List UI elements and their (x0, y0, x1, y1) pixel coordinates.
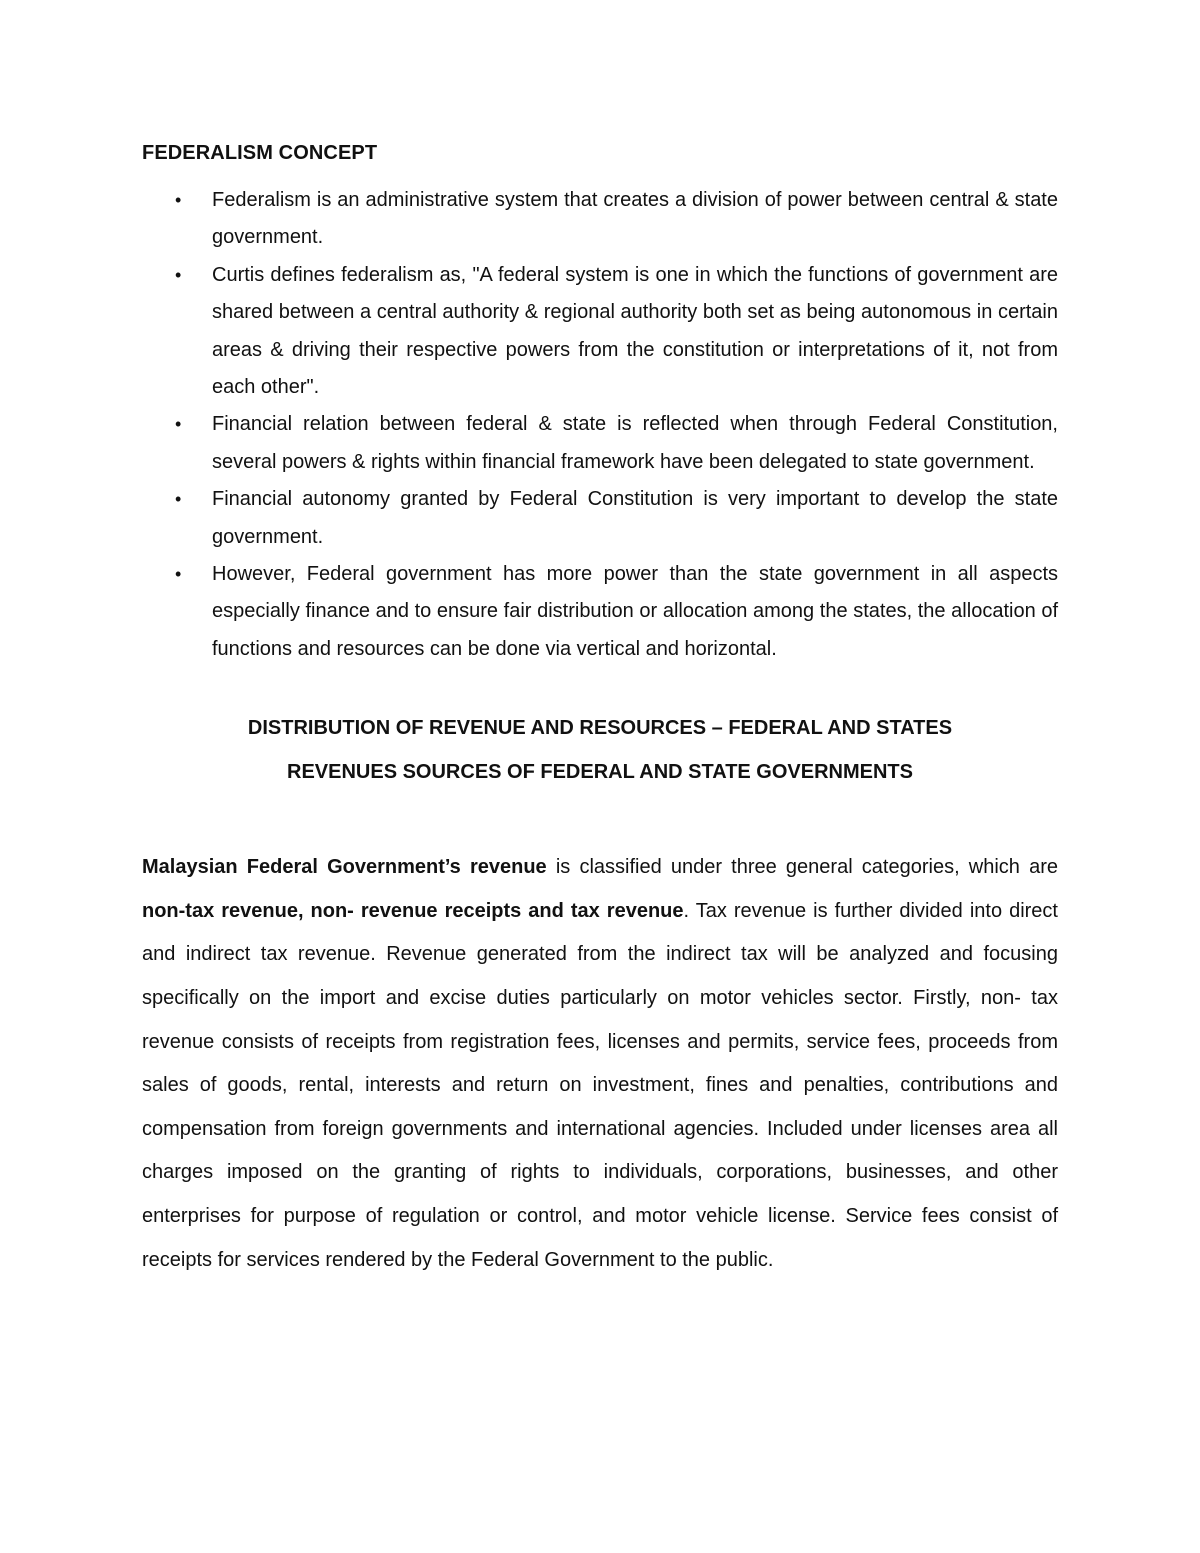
bullet-item (142, 481, 1058, 556)
document-content (142, 138, 1058, 1302)
bullet-item (142, 182, 1058, 257)
bullet-dot-icon: • (175, 190, 182, 210)
heading-revenue-sources: REVENUES SOURCES OF FEDERAL AND STATE GOVERNMENTS (287, 761, 913, 784)
bullet-dot-icon: • (175, 414, 182, 435)
bullet-text: Financial relation between federal & state is reflected when through Federal Constitution, several powers & rights within financial framework have been delegated to state government. (212, 413, 1058, 473)
bullet-item (142, 406, 1058, 481)
bullet-item (142, 257, 1058, 407)
bullet-dot-icon: • (175, 264, 182, 285)
bullet-text: Curtis defines federalism as, "A federal system is one in which the functions of government are shared between a central authority & regional authority both set as being autonomous in certain areas & driving their respective powers from the constitution or interpretations of it, not from each other". (212, 263, 1058, 399)
bullet-text: Financial autonomy granted by Federal Constitution is very important to develop the state government. (212, 488, 1058, 548)
paragraph-text-2: . Tax revenue is further divided into direct and indirect tax revenue. Revenue generated from the indirect tax will be analyzed and focusing specifically on the import and excise duties particularly on motor vehicles sector. Firstly, non- tax revenue consists of receipts from registration fees, licenses and permits, service fees, proceeds from sales of goods, rental, interests and return on investment, fines and penalties, contributions and compensation from foreign governments and international agencies. Included under licenses area all charges imposed on the granting of rights to individuals, corporations, businesses, and other enterprises for purpose of regulation or control, and motor vehicle license. Service fees consist of receipts for services rendered by the Federal Government to the public. (142, 899, 1058, 1271)
paragraph-bold-categories: non-tax revenue, non- revenue receipts and tax revenue (142, 899, 684, 922)
section-title: FEDERALISM CONCEPT (142, 142, 378, 164)
bullet-item (142, 556, 1058, 668)
body-paragraph (142, 846, 1058, 1282)
bullet-text: However, Federal government has more power than the state government in all aspects especially finance and to ensure fair distribution or allocation among the states, the allocation of functions and resources can be done via vertical and horizontal. (212, 563, 1058, 660)
bullet-dot-icon: • (175, 564, 182, 585)
bullet-list (142, 182, 1058, 668)
heading-distribution: DISTRIBUTION OF REVENUE AND RESOURCES – FEDERAL AND STATES (247, 717, 953, 740)
bullet-dot-icon: • (175, 489, 182, 510)
paragraph-text-1: is classified under three general categories, which are (546, 856, 1058, 879)
bullet-text: Federalism is an administrative system that creates a division of power between central & state government. (212, 189, 1058, 249)
paragraph-bold-lead: Malaysian Federal Government’s revenue (142, 856, 547, 879)
